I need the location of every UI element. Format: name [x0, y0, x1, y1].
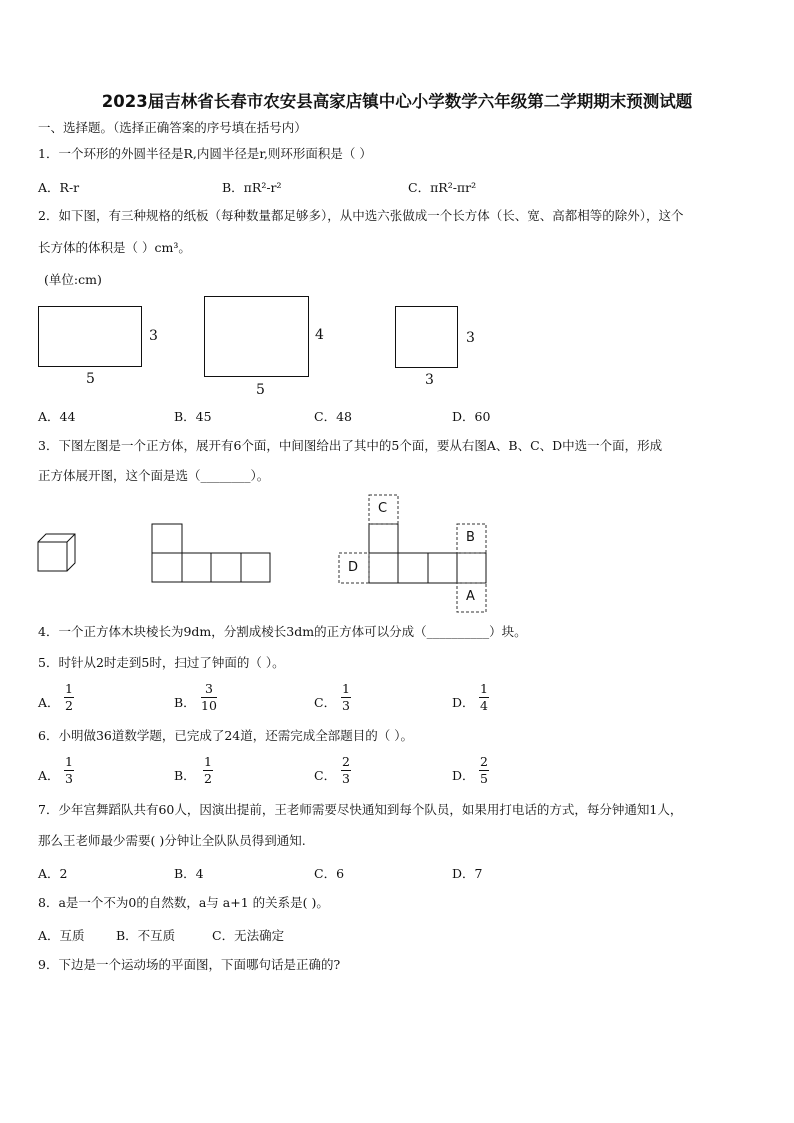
face-a-label: A	[466, 589, 475, 604]
face-c-label: C	[378, 501, 388, 516]
rect-2-side: 4	[315, 327, 324, 343]
q5-option-c-label: C．	[314, 695, 337, 710]
question-8: 8．a是一个不为0的自然数，a与 a+1 的关系是( )。	[38, 895, 329, 910]
q6-option-d-label: D．	[452, 768, 475, 783]
face-b-label: B	[466, 530, 475, 545]
cube-drawing	[38, 534, 75, 571]
q5-option-b-fraction: 3 10	[201, 681, 217, 713]
question-7-line1: 7．少年宫舞蹈队共有60人，因演出提前，王老师需要尽快通知到每个队员，如果用打电话的方式，每分钟通知1人，	[38, 802, 683, 817]
face-d-label: D	[348, 560, 359, 575]
question-2-line2: 长方体的体积是（ ）cm³。	[38, 240, 191, 255]
question-3-line2: 正方体展开图，这个面是选（________）。	[38, 468, 270, 483]
q7-option-d: D．7	[452, 866, 483, 881]
q6-option-d-fraction: 2 5	[480, 754, 488, 786]
q6-option-b-label: B．	[174, 768, 196, 783]
q1-option-a: A．R-r	[38, 180, 80, 195]
q5-option-c-fraction: 1 3	[342, 681, 350, 713]
q6-option-c-fraction: 2 3	[342, 754, 350, 786]
question-3-line1: 3．下图左图是一个正方体，展开有6个面，中间图给出了其中的5个面，要从右图A、B、C、D中选一个面，形成	[38, 438, 663, 453]
q2-option-a: A．44	[38, 409, 76, 424]
q7-option-a: A．2	[38, 866, 68, 881]
q5-option-a-fraction: 1 2	[65, 681, 73, 713]
q1-option-b: B．πR²-r²	[222, 180, 282, 195]
q8-option-b: B．不互质	[116, 928, 176, 943]
q5-option-a-label: A．	[38, 695, 60, 710]
question-4: 4．一个正方体木块棱长为9dm，分割成棱长3dm的正方体可以分成（__________）块。	[38, 624, 527, 639]
q5-option-d-label: D．	[452, 695, 475, 710]
section-heading: 一、选择题。（选择正确答案的序号填在括号内）	[38, 120, 307, 135]
q5-option-d-fraction: 1 4	[480, 681, 488, 713]
question-2-line1: 2．如下图，有三种规格的纸板（每种数量都足够多），从中选六张做成一个长方体（长、宽、高都相等的除外），这个	[38, 208, 684, 223]
q2-option-b: B．45	[174, 409, 212, 424]
five-face-net	[152, 524, 270, 582]
q6-option-b-fraction: 1 2	[204, 754, 212, 786]
page-title: 2023届吉林省长春市农安县高家店镇中心小学数学六年级第二学期期末预测试题	[101, 92, 693, 111]
question-9: 9．下边是一个运动场的平面图，下面哪句话是正确的?	[38, 957, 341, 972]
q8-option-a: A．互质	[38, 928, 85, 943]
rect-2-bottom: 5	[256, 382, 265, 398]
q7-option-b: B．4	[174, 866, 204, 881]
rect-1-side: 3	[149, 328, 158, 344]
question-7-line2: 那么王老师最少需要( )分钟让全队队员得到通知.	[38, 833, 306, 848]
question-6: 6．小明做36道数学题，已完成了24道，还需完成全部题目的（ ）。	[38, 728, 413, 743]
q5-option-b-label: B．	[174, 695, 196, 710]
q7-option-c: C．6	[314, 866, 345, 881]
q1-option-c: C．πR²-πr²	[408, 180, 477, 195]
unit-label: (单位:cm)	[44, 272, 102, 287]
question-5: 5．时针从2时走到5时，扫过了钟面的（ ）。	[38, 655, 285, 670]
rect-1-bottom: 5	[86, 371, 95, 387]
rect-3-side: 3	[466, 330, 475, 346]
q2-option-c: C．48	[314, 409, 352, 424]
q2-option-d: D．60	[452, 409, 491, 424]
q6-option-a-fraction: 1 3	[65, 754, 73, 786]
q6-option-a-label: A．	[38, 768, 60, 783]
q6-option-c-label: C．	[314, 768, 337, 783]
rect-3-bottom: 3	[425, 372, 434, 388]
q8-option-c: C．无法确定	[212, 928, 285, 943]
question-1: 1．一个环形的外圆半径是R,内圆半径是r,则环形面积是（ ）	[38, 146, 372, 161]
